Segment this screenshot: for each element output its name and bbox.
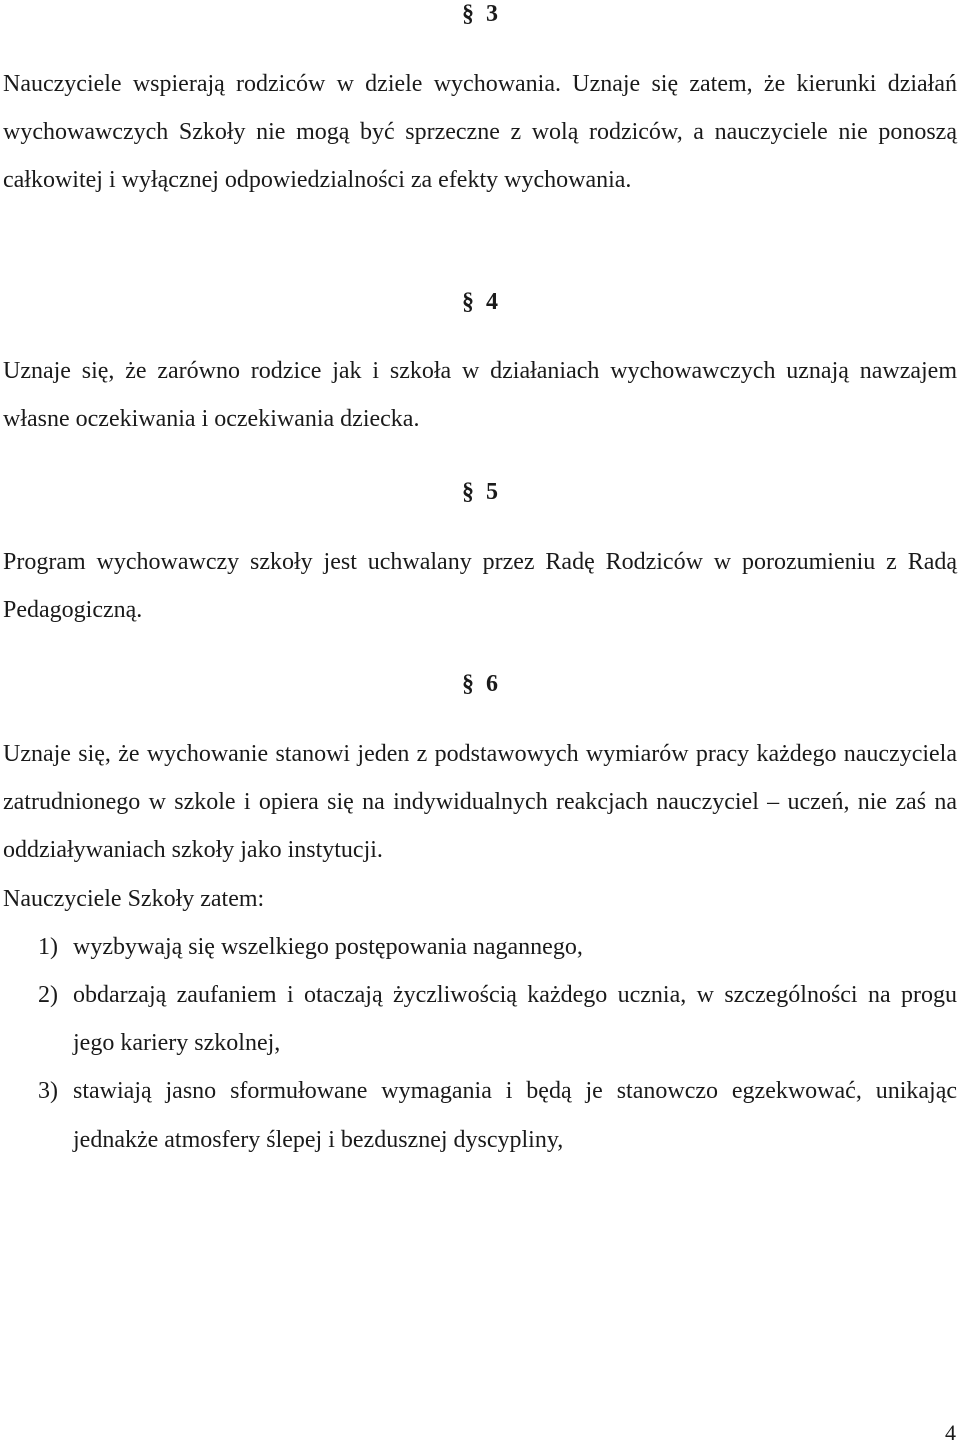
section-3-paragraph: Nauczyciele wspierają rodziców w dziele wychowania. Uznaje się zatem, że kierunki działań wychowawczych Szkoły nie mogą być sprzeczne z wolą rodziców, a nauczyciele nie ponoszą całkowitej i wyłącznej odpowiedzialności za efekty wychowania.	[3, 71, 957, 194]
list-item-number: 1)	[38, 933, 58, 960]
section-number: 4	[486, 289, 498, 315]
obligations-list	[3, 923, 957, 1164]
section-6-intro: Nauczyciele Szkoły zatem:	[3, 885, 265, 912]
section-heading-5	[3, 478, 957, 506]
section-number: 5	[486, 479, 498, 505]
list-item	[3, 1067, 957, 1163]
list-item	[3, 971, 957, 1067]
section-number: 6	[486, 671, 498, 697]
list-item-number: 2)	[38, 982, 58, 1009]
list-item-text: stawiają jasno sformułowane wymagania i będą je stanowczo egzekwować, unikając jednakże atmosfery ślepej i bezdusznej dyscypliny,	[73, 1078, 957, 1153]
section-heading-3	[3, 0, 957, 28]
section-5-paragraph: Program wychowawczy szkoły jest uchwalany przez Radę Rodziców w porozumieniu z Radą Pedagogiczną.	[3, 549, 957, 624]
list-item-text: wyzbywają się wszelkiego postępowania nagannego,	[73, 933, 583, 960]
section-symbol: §	[462, 479, 474, 505]
section-symbol: §	[462, 671, 474, 697]
list-item	[3, 923, 957, 971]
section-4-paragraph: Uznaje się, że zarówno rodzice jak i szkoła w działaniach wychowawczych uznają nawzajem własne oczekiwania i oczekiwania dziecka.	[3, 358, 957, 433]
section-6-body	[3, 730, 957, 1164]
section-symbol: §	[462, 289, 474, 315]
section-heading-6	[3, 670, 957, 698]
section-number: 3	[486, 1, 498, 27]
section-6-paragraph: Uznaje się, że wychowanie stanowi jeden z podstawowych wymiarów pracy każdego nauczyciela zatrudnionego w szkole i opiera się na indywidualnych reakcjach nauczyciel – uczeń, nie zaś na oddziaływaniach szkoły jako instytucji.	[3, 741, 957, 864]
section-symbol: §	[462, 1, 474, 27]
section-heading-4	[3, 288, 957, 316]
page-number: 4	[945, 1420, 956, 1445]
list-item-number: 3)	[38, 1078, 58, 1105]
list-item-text: obdarzają zaufaniem i otaczają życzliwością każdego ucznia, w szczególności na progu jego kariery szkolnej,	[73, 982, 957, 1057]
